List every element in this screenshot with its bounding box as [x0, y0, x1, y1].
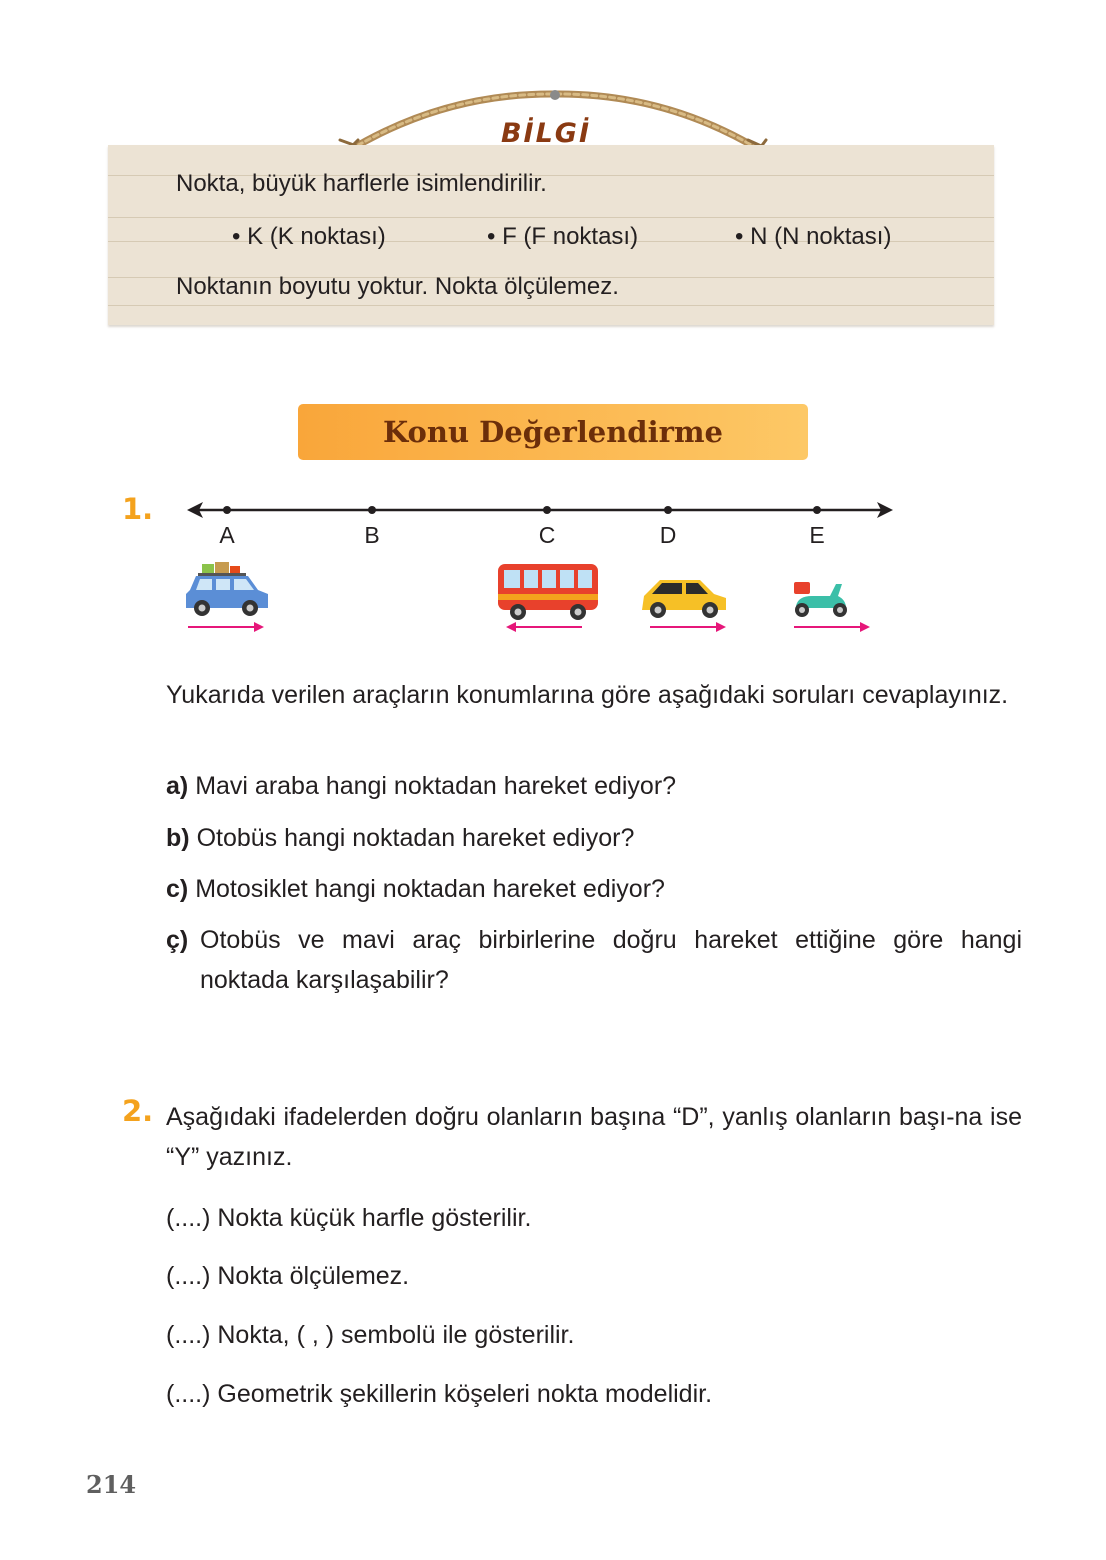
question-1b-label: b) — [166, 824, 190, 852]
section-banner — [298, 404, 808, 460]
section-title: Konu Değerlendirme — [382, 415, 724, 449]
bus-icon — [494, 560, 604, 622]
question-2-intro: Aşağıdaki ifadelerden doğru olanların başına “D”, yanlış olanların başı-na ise “Y” yazınız. — [166, 1103, 1022, 1171]
arrow-right-scooter — [794, 620, 874, 634]
question-1-number: 1. — [122, 492, 154, 526]
statement-4: (....) Geometrik şekillerin köşeleri nokta modelidir. — [166, 1380, 713, 1408]
question-1a-label: a) — [166, 772, 189, 800]
point-a — [223, 506, 231, 514]
point-c — [543, 506, 551, 514]
info-title: BİLGİ — [500, 118, 592, 149]
info-example-f: • F (F noktası) — [487, 223, 639, 250]
point-label-c: C — [538, 522, 556, 548]
question-1cc — [166, 920, 1026, 1000]
point-label-b: B — [364, 522, 380, 548]
blue-car-icon — [182, 560, 274, 620]
question-1c — [166, 869, 1026, 909]
question-1cc-label: ç) — [166, 926, 189, 954]
arrow-left-bus — [504, 620, 584, 634]
point-d — [664, 506, 672, 514]
statement-1: (....) Nokta küçük harfle gösterilir. — [166, 1204, 532, 1232]
question-1cc-text: Otobüs ve mavi araç birbirlerine doğru hareket ettiğine göre hangi noktada karşılaşabilir? — [200, 926, 1022, 994]
point-e — [813, 506, 821, 514]
point-label-a: A — [219, 522, 235, 548]
arrow-right-yellow-car — [650, 620, 730, 634]
yellow-car-icon — [638, 572, 732, 620]
question-1c-text: Motosiklet hangi noktadan hareket ediyor? — [195, 875, 665, 903]
question-1a — [166, 766, 1026, 806]
statement-2: (....) Nokta ölçülemez. — [166, 1262, 410, 1290]
number-line — [185, 498, 895, 522]
page-number: 214 — [86, 1470, 137, 1499]
point-label-e: E — [809, 522, 825, 548]
scooter-icon — [790, 576, 852, 620]
info-line-1: Nokta, büyük harflerle isimlendirilir. — [176, 170, 547, 197]
point-b — [368, 506, 376, 514]
point-label-d: D — [659, 522, 677, 548]
question-1b — [166, 818, 1026, 858]
question-1a-text: Mavi araba hangi noktadan hareket ediyor? — [195, 772, 677, 800]
info-line-2: Noktanın boyutu yoktur. Nokta ölçülemez. — [176, 273, 619, 300]
info-example-k: • K (K noktası) — [232, 223, 386, 250]
question-1-intro: Yukarıda verilen araçların konumlarına göre aşağıdaki soruları cevaplayınız. — [166, 681, 1009, 709]
question-1c-label: c) — [166, 875, 189, 903]
question-2-number: 2. — [122, 1094, 154, 1128]
arrow-right-blue-car — [188, 620, 268, 634]
statement-3: (....) Nokta, ( , ) sembolü ile gösterilir. — [166, 1321, 575, 1349]
question-1b-text: Otobüs hangi noktadan hareket ediyor? — [196, 824, 635, 852]
info-example-n: • N (N noktası) — [735, 223, 892, 250]
